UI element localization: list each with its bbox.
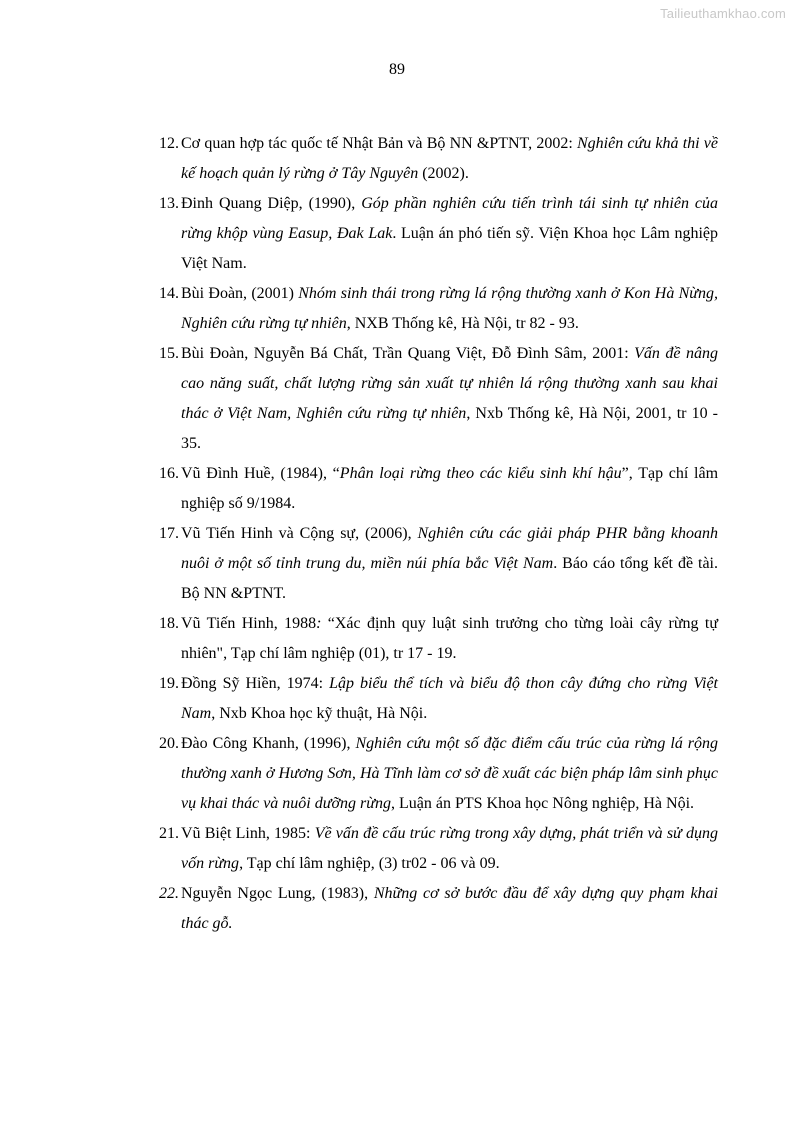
reference-title: Nghiên cứu các giải pháp PHR bằng khoanh nuôi ở một số tỉnh trung du, miền núi phía bắc Việt Nam	[181, 525, 718, 572]
reference-number: 16.	[159, 465, 179, 482]
reference-segment: , NXB Thống kê, Hà Nội, tr 82 - 93.	[346, 315, 579, 332]
reference-title: :	[316, 615, 322, 632]
reference-segment: Đồng Sỹ Hiền, 1974:	[181, 675, 330, 692]
reference-segment: ”, Tạp chí lâm nghiệp số 9/1984.	[181, 465, 719, 512]
reference-title: Góp phần nghiên cứu tiến trình tái sinh tự nhiên của rừng khộp vùng Easup, Đak Lak	[181, 195, 719, 242]
reference-text	[181, 135, 718, 182]
reference-segment: Vũ Tiến Hinh, 1988	[181, 615, 317, 632]
reference-segment: Vũ Đình Huề, (1984), “	[181, 465, 340, 482]
reference-segment: , Tạp chí lâm nghiệp, (3) tr02 - 06 và 09.	[239, 855, 500, 872]
reference-title: Những cơ sở bước đầu để xây dựng quy phạm khai thác gỗ.	[181, 885, 718, 932]
reference-item	[151, 459, 718, 519]
page-number: 89	[389, 61, 405, 78]
reference-list	[151, 129, 718, 939]
reference-text	[181, 675, 718, 722]
reference-segment: Đào Công Khanh, (1996),	[181, 735, 356, 752]
reference-text	[181, 825, 718, 872]
reference-item	[151, 669, 718, 729]
reference-segment: (2002).	[418, 165, 469, 182]
reference-number: 17.	[159, 525, 179, 542]
reference-number: 22.	[159, 885, 179, 902]
reference-number: 18.	[159, 615, 179, 632]
reference-segment: , Nxb Khoa học kỹ thuật, Hà Nội.	[211, 705, 428, 722]
reference-title: Phân loại rừng theo các kiểu sinh khí hậu	[339, 465, 622, 482]
reference-number: 12.	[159, 135, 179, 152]
reference-title: Về vấn đề cấu trúc rừng trong xây dựng, phát triển và sử dụng vốn rừng	[181, 825, 718, 872]
reference-segment: Vũ Biệt Linh, 1985:	[181, 825, 315, 842]
reference-number: 14.	[159, 285, 179, 302]
reference-item	[151, 279, 718, 339]
reference-item	[151, 729, 718, 819]
reference-text	[181, 345, 718, 452]
reference-segment: “Xác định quy luật sinh trưởng cho từng loài cây rừng tự nhiên", Tạp chí lâm nghiệp (01), tr 17 - 19.	[181, 615, 718, 662]
reference-segment: Đinh Quang Diệp, (1990),	[181, 195, 362, 212]
reference-item	[151, 339, 718, 459]
reference-title: Nghiên cứu khả thi về kế hoạch quản lý rừng ở Tây Nguyên	[181, 135, 719, 182]
reference-segment: Bùi Đoàn, Nguyễn Bá Chất, Trần Quang Việt, Đỗ Đình Sâm, 2001:	[181, 345, 635, 362]
reference-text	[181, 615, 718, 662]
reference-segment: . Luận án phó tiến sỹ. Viện Khoa học Lâm nghiệp Việt Nam.	[181, 225, 719, 272]
watermark: Tailieuthamkhao.com	[660, 6, 786, 21]
reference-item	[151, 519, 718, 609]
reference-segment: . Báo cáo tổng kết đề tài. Bộ NN &PTNT.	[181, 555, 719, 602]
reference-item	[151, 129, 718, 189]
reference-segment: Vũ Tiến Hinh và Cộng sự, (2006),	[181, 525, 418, 542]
reference-item	[151, 609, 718, 669]
reference-segment: , Luận án PTS Khoa học Nông nghiệp, Hà Nội.	[390, 795, 695, 812]
reference-segment: Cơ quan hợp tác quốc tế Nhật Bản và Bộ NN &PTNT, 2002:	[181, 135, 577, 152]
reference-title: Lập biểu thể tích và biểu độ thon cây đứng cho rừng Việt Nam	[181, 675, 719, 722]
reference-number: 19.	[159, 675, 179, 692]
reference-item	[151, 189, 718, 279]
reference-segment: Bùi Đoàn, (2001)	[181, 285, 299, 302]
reference-text	[181, 285, 718, 332]
reference-number: 13.	[159, 195, 179, 212]
reference-item	[151, 879, 718, 939]
reference-number: 21.	[159, 825, 179, 842]
reference-text	[181, 465, 718, 512]
reference-item	[151, 819, 718, 879]
reference-title: Vấn đề nâng cao năng suất, chất lượng rừng sản xuất tự nhiên lá rộng thường xanh sau khai thác ở Việt Nam, Nghiên cứu rừng tự nhiên	[181, 345, 719, 422]
reference-text	[181, 195, 718, 272]
reference-segment: , Nxb Thống kê, Hà Nội, 2001, tr 10 - 35.	[181, 405, 718, 452]
reference-segment: Nguyễn Ngọc Lung, (1983),	[181, 885, 374, 902]
reference-text	[181, 525, 718, 602]
reference-text	[181, 885, 718, 932]
reference-number: 15.	[159, 345, 179, 362]
reference-title: Nhóm sinh thái trong rừng lá rộng thường xanh ở Kon Hà Nừng, Nghiên cứu rừng tự nhiên	[181, 285, 718, 332]
reference-title: Nghiên cứu một số đặc điểm cấu trúc của rừng lá rộng thường xanh ở Hương Sơn, Hà Tĩnh làm cơ sở đề xuất các biện pháp lâm sinh phục vụ khai thác và nuôi dưỡng rừng	[181, 735, 719, 812]
reference-text	[181, 735, 718, 812]
reference-number: 20.	[159, 735, 179, 752]
